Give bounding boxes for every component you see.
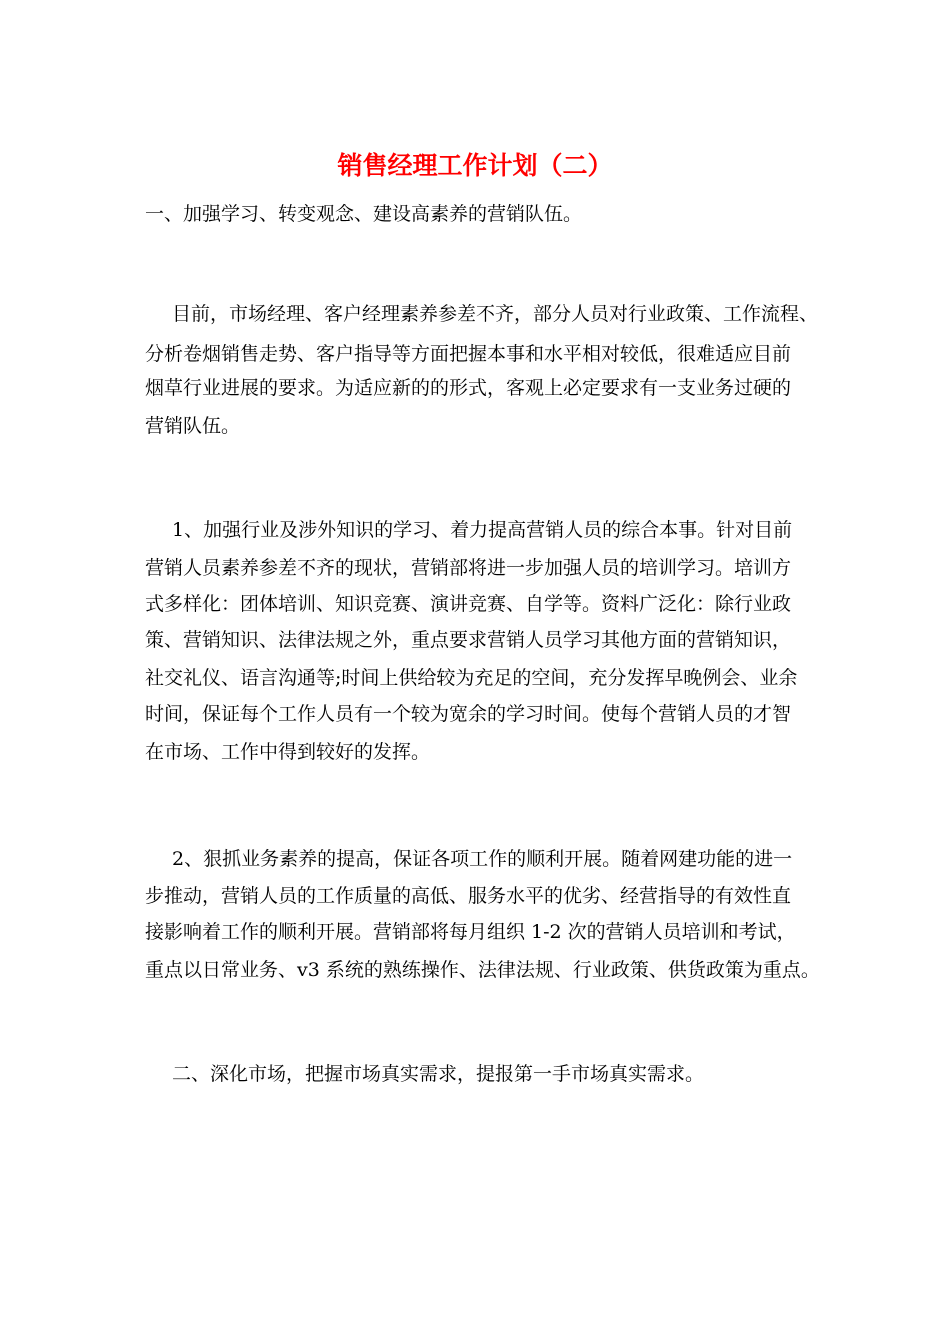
paragraph-line: 1、加强行业及涉外知识的学习、着力提高营销人员的综合本事。针对目前 bbox=[172, 519, 793, 541]
paragraph-line: 在市场、工作中得到较好的发挥。 bbox=[145, 741, 431, 763]
paragraph-line: 目前，市场经理、客户经理素养参差不齐，部分人员对行业政策、工作流程、 bbox=[172, 303, 819, 325]
document-title: 销售经理工作计划（二） bbox=[337, 151, 613, 180]
paragraph-line: 社交礼仪、语言沟通等;时间上供给较为充足的空间，充分发挥早晚例会、业余 bbox=[145, 667, 798, 689]
paragraph-line: 时间，保证每个工作人员有一个较为宽余的学习时间。使每个营销人员的才智 bbox=[145, 703, 792, 725]
paragraph-line: 营销队伍。 bbox=[145, 415, 241, 437]
paragraph-line: 接影响着工作的顺利开展。营销部将每月组织 1-2 次的营销人员培训和考试， bbox=[145, 921, 796, 943]
paragraph-line: 2、狠抓业务素养的提高，保证各项工作的顺利开展。随着网建功能的进一 bbox=[172, 848, 793, 870]
paragraph-line: 分析卷烟销售走势、客户指导等方面把握本事和水平相对较低，很难适应目前 bbox=[145, 343, 792, 365]
paragraph-line: 营销人员素养参差不齐的现状，营销部将进一步加强人员的培训学习。培训方 bbox=[145, 557, 792, 579]
section-heading-1: 一、加强学习、转变观念、建设高素养的营销队伍。 bbox=[145, 203, 583, 225]
paragraph-line: 重点以日常业务、v3 系统的熟练操作、法律法规、行业政策、供货政策为重点。 bbox=[145, 959, 820, 981]
section-heading-2: 二、深化市场，把握市场真实需求，提报第一手市场真实需求。 bbox=[172, 1063, 705, 1085]
paragraph-line: 策、营销知识、法律法规之外，重点要求营销人员学习其他方面的营销知识， bbox=[145, 629, 792, 651]
paragraph-line: 步推动，营销人员的工作质量的高低、服务水平的优劣、经营指导的有效性直 bbox=[145, 885, 792, 907]
paragraph-line: 式多样化：团体培训、知识竞赛、演讲竞赛、自学等。资料广泛化：除行业政 bbox=[145, 593, 792, 615]
paragraph-line: 烟草行业进展的要求。为适应新的的形式，客观上必定要求有一支业务过硬的 bbox=[145, 377, 792, 399]
